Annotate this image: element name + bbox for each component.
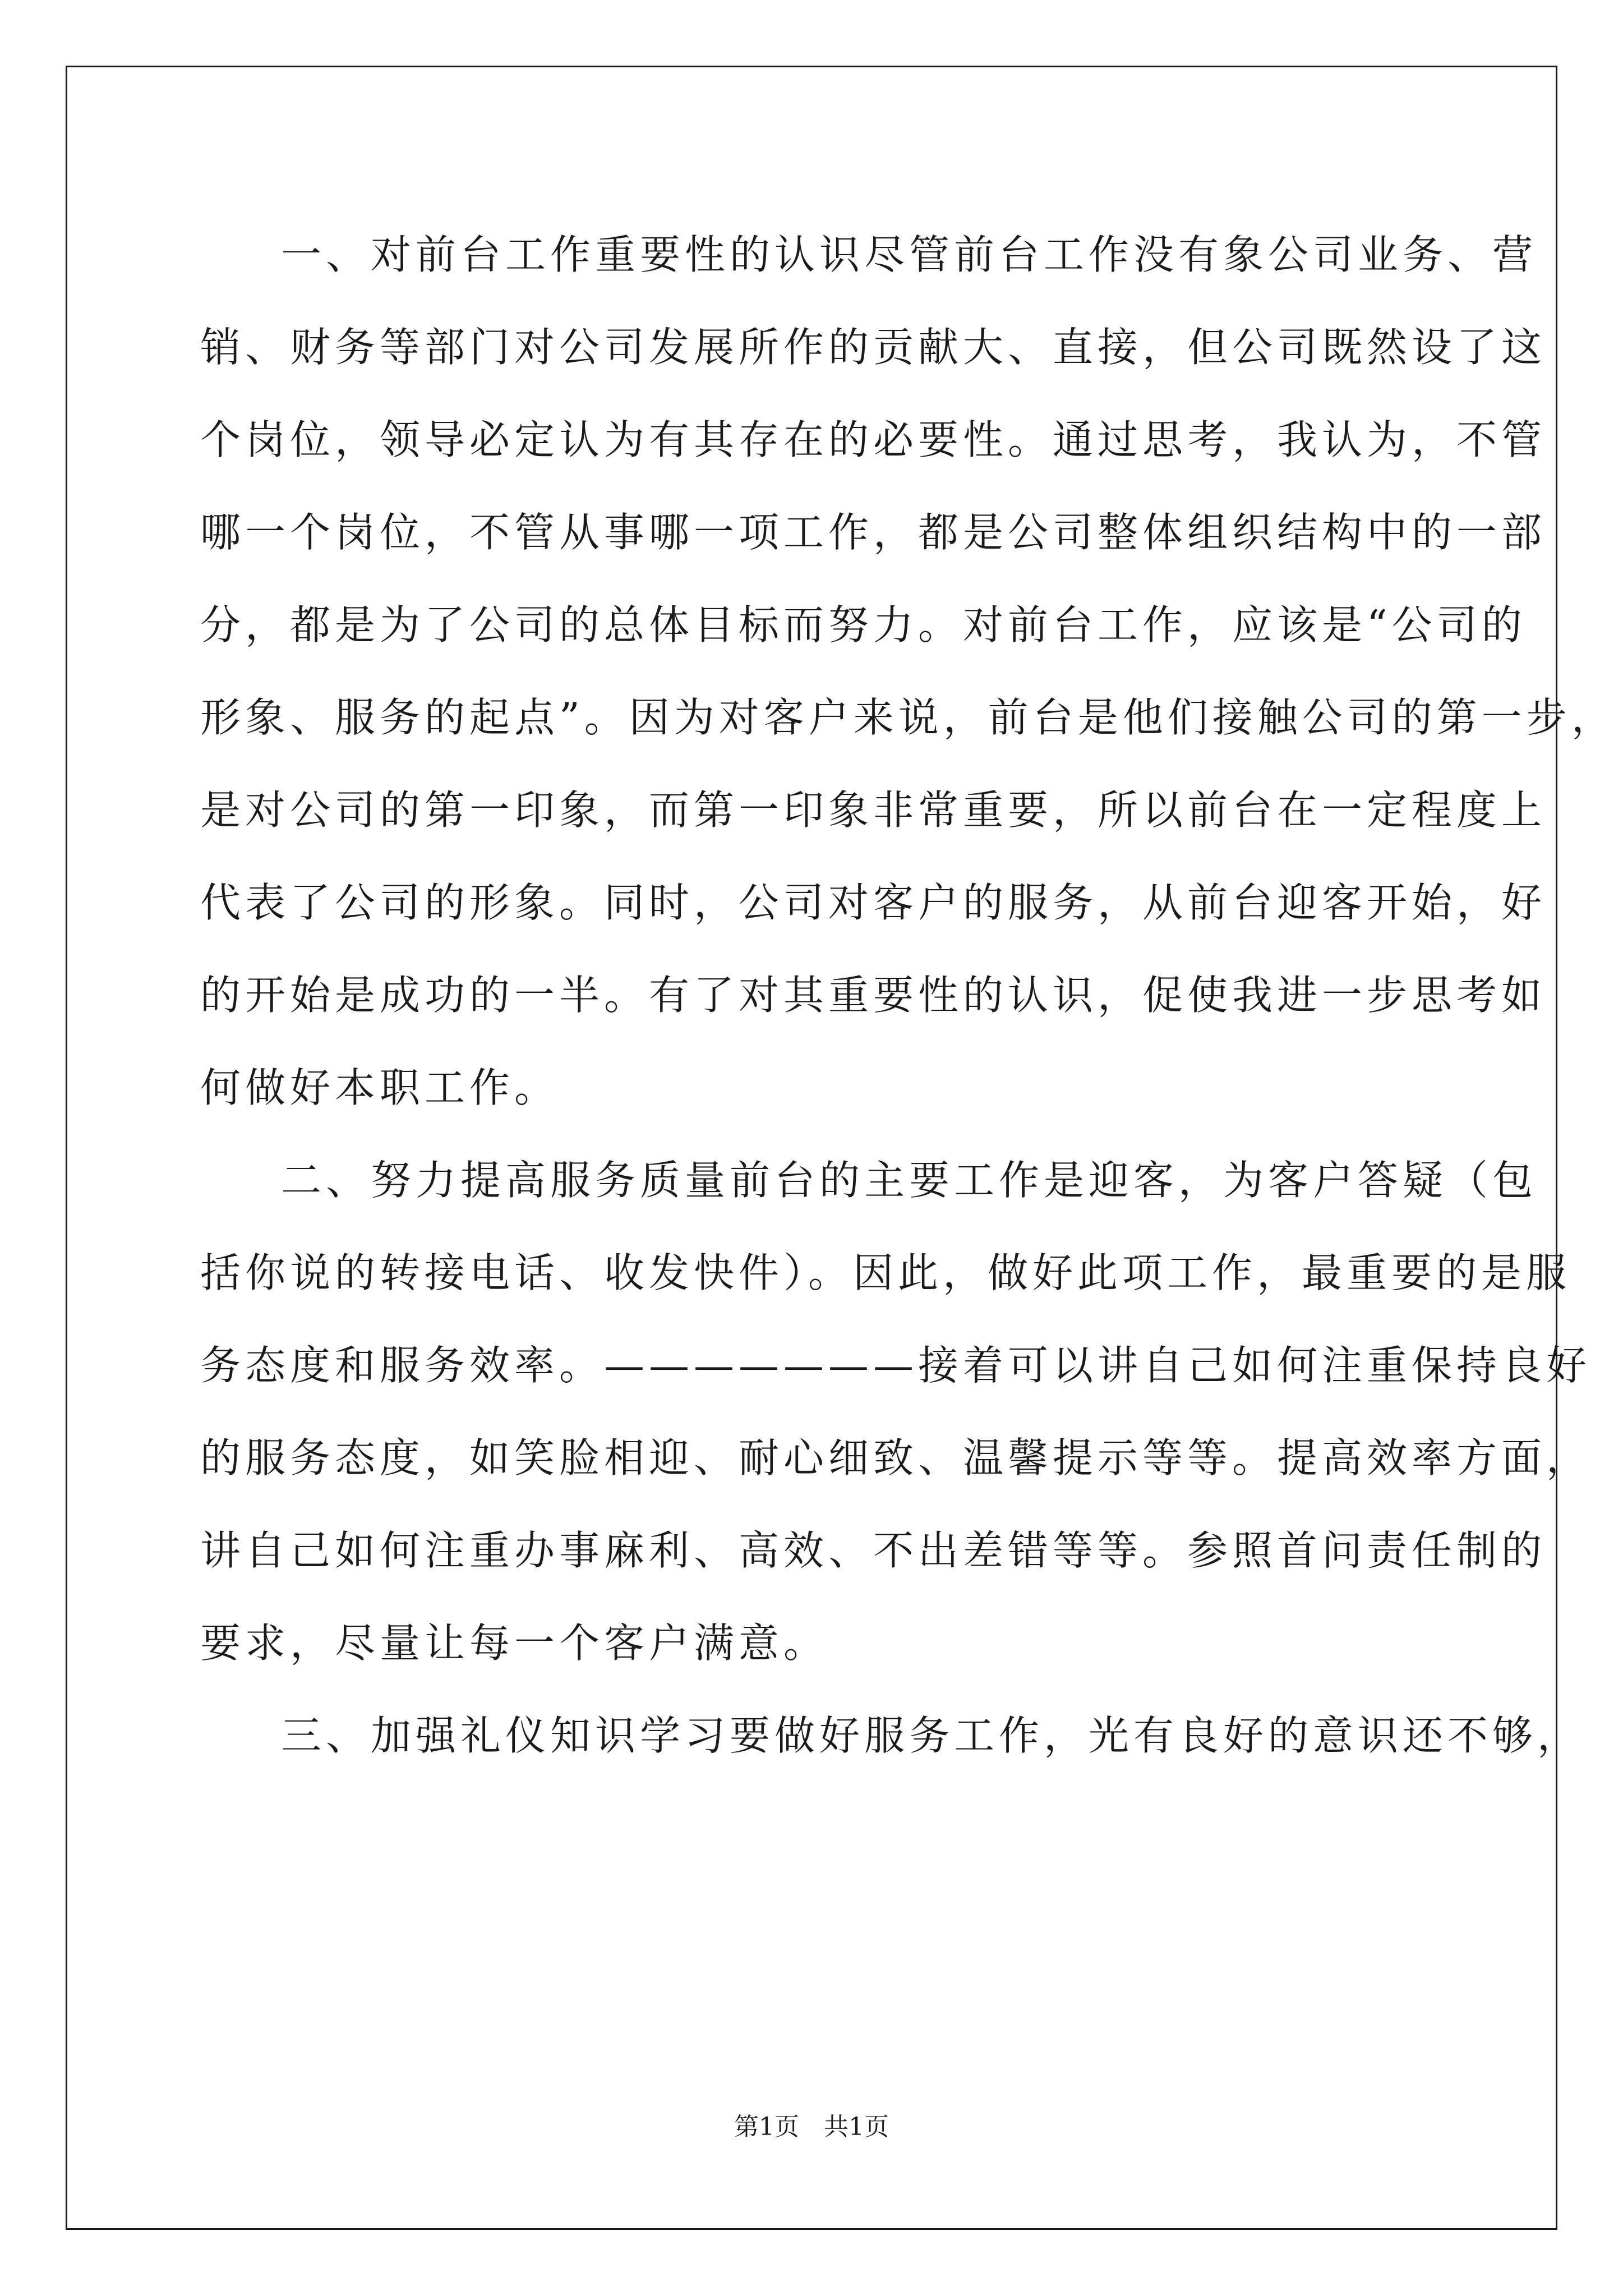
paragraph-2-line-2: 括你说的转接电话、收发快件）。因此，做好此项工作，最重要的是服 bbox=[200, 1249, 1571, 1296]
paragraph-1-line-2: 销、财务等部门对公司发展所作的贡献大、直接，但公司既然设了这 bbox=[200, 324, 1547, 371]
page-footer: 第1页 共1页 bbox=[734, 2113, 889, 2141]
paragraph-2-line-1: 二、努力提高服务质量前台的主要工作是迎客，为客户答疑（包 bbox=[281, 1157, 1538, 1204]
paragraph-1-line-9: 的开始是成功的一半。有了对其重要性的认识，促使我进一步思考如 bbox=[200, 972, 1547, 1019]
paragraph-2-line-4: 的服务态度，如笑脸相迎、耐心细致、温馨提示等等。提高效率方面， bbox=[200, 1434, 1592, 1481]
document-body bbox=[200, 209, 1616, 1782]
paragraph-1-line-8: 代表了公司的形象。同时，公司对客户的服务，从前台迎客开始，好 bbox=[200, 879, 1547, 926]
paragraph-1-line-6: 形象、服务的起点”。因为对客户来说，前台是他们接触公司的第一步， bbox=[200, 694, 1616, 741]
paragraph-2-line-3: 务态度和服务效率。———————接着可以讲自己如何注重保持良好 bbox=[200, 1342, 1592, 1389]
paragraph-2-line-5: 讲自己如何注重办事麻利、高效、不出差错等等。参照首问责任制的 bbox=[200, 1527, 1547, 1574]
paragraph-1-line-3: 个岗位，领导必定认为有其存在的必要性。通过思考，我认为，不管 bbox=[200, 416, 1547, 463]
paragraph-2-line-6: 要求，尽量让每一个客户满意。 bbox=[200, 1619, 829, 1667]
paragraph-1-line-4: 哪一个岗位，不管从事哪一项工作，都是公司整体组织结构中的一部 bbox=[200, 509, 1547, 556]
paragraph-1-line-5: 分，都是为了公司的总体目标而努力。对前台工作，应该是“公司的 bbox=[200, 601, 1527, 648]
paragraph-1-line-1: 一、对前台工作重要性的认识尽管前台工作没有象公司业务、营 bbox=[281, 231, 1538, 278]
paragraph-3-line-1: 三、加强礼仪知识学习要做好服务工作，光有良好的意识还不够， bbox=[281, 1712, 1583, 1759]
paragraph-1-line-10: 何做好本职工作。 bbox=[200, 1064, 560, 1111]
paragraph-1-line-7: 是对公司的第一印象，而第一印象非常重要，所以前台在一定程度上 bbox=[200, 786, 1547, 834]
